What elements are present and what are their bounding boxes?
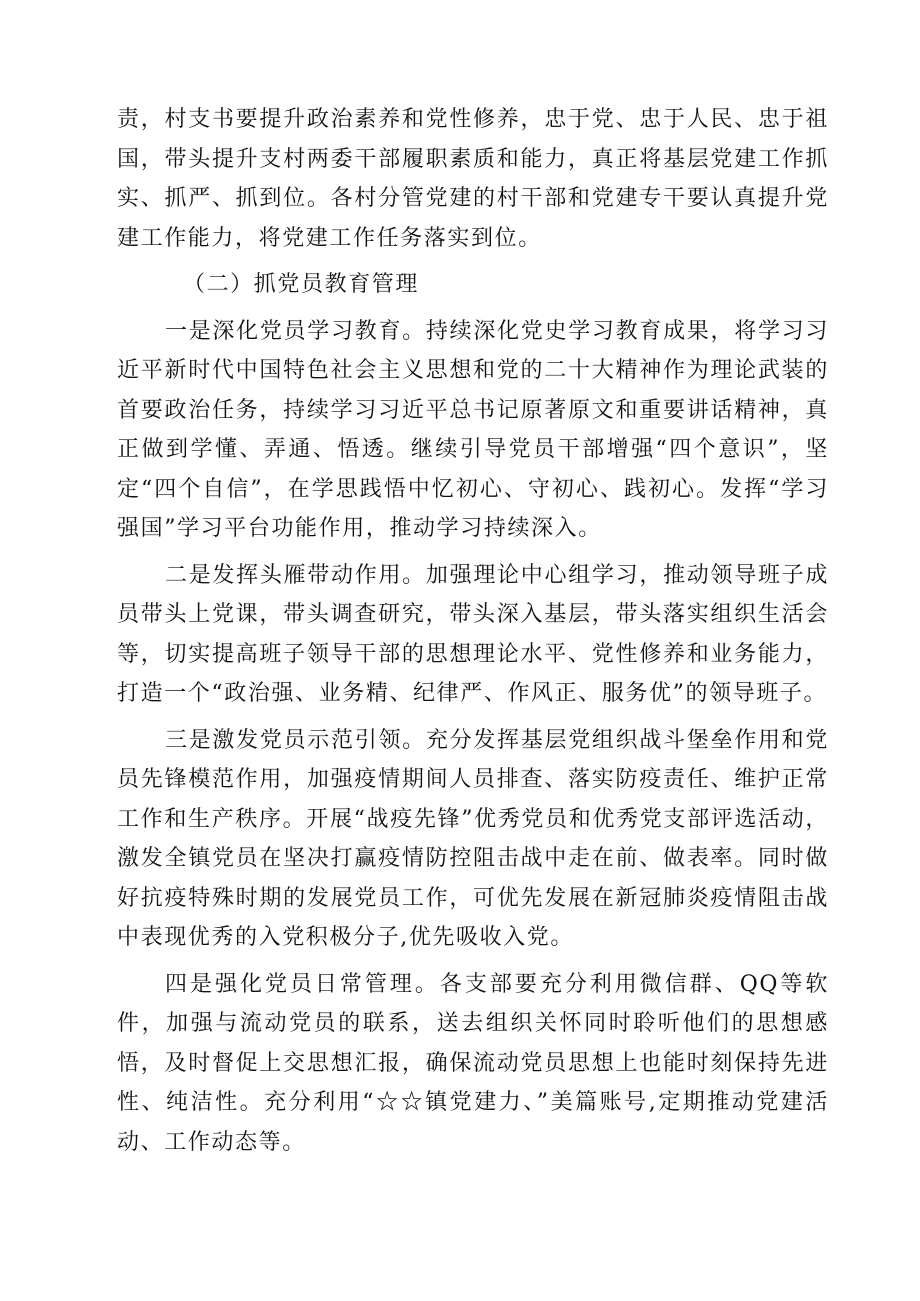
paragraph-village-secretary-duty: 责，村支书要提升政治素养和党性修养，忠于党、忠于人民、忠于祖国，带头提升支村两委干部履职素质和能力，真正将基层党建工作抓实、抓严、抓到位。各村分管党建的村干部和党建专干要认真提升党建工作能力，将党建工作任务落实到位。 <box>117 107 829 251</box>
paragraph-daily-management: 四是强化党员日常管理。各支部要充分利用微信群、QQ等软件，加强与流动党员的联系，送去组织关怀同时聆听他们的思想感悟，及时督促上交思想汇报，确保流动党员思想上也能时刻保持先进性、纯洁性。充分利用“☆☆镇党建力、”美篇账号,定期推动党建活动、工作动态等。 <box>117 971 829 1155</box>
paragraph-deepen-study: 一是深化党员学习教育。持续深化党史学习教育成果，将学习习近平新时代中国特色社会主义思想和党的二十大精神作为理论武装的首要政治任务，持续学习习近平总书记原著原文和重要讲话精神，真正做到学懂、弄通、悟透。继续引导党员干部增强“四个意识”，坚定“四个自信”，在学思践悟中忆初心、守初心、践初心。发挥“学习强国”学习平台功能作用，推动学习持续深入。 <box>117 318 829 541</box>
paragraph-leading-role: 二是发挥头雁带动作用。加强理论中心组学习，推动领导班子成员带头上党课，带头调查研究，带头深入基层，带头落实组织生活会等，切实提高班子领导干部的思想理论水平、党性修养和业务能力，打造一个“政治强、业务精、纪律严、作风正、服务优”的领导班子。 <box>117 562 829 706</box>
section-heading-party-member-education: （二）抓党员教育管理 <box>183 272 420 297</box>
paragraph-exemplary-role: 三是激发党员示范引领。充分发挥基层党组织战斗堡垒作用和党员先锋模范作用，加强疫情期间人员排查、落实防疫责任、维护正常工作和生产秩序。开展“战疫先锋”优秀党员和优秀党支部评选活动，激发全镇党员在坚决打赢疫情防控阻击战中走在前、做表率。同时做好抗疫特殊时期的发展党员工作，可优先发展在新冠肺炎疫情阻击战中表现优秀的入党积极分子,优先吸收入党。 <box>117 727 829 950</box>
document-body <box>117 100 829 1169</box>
